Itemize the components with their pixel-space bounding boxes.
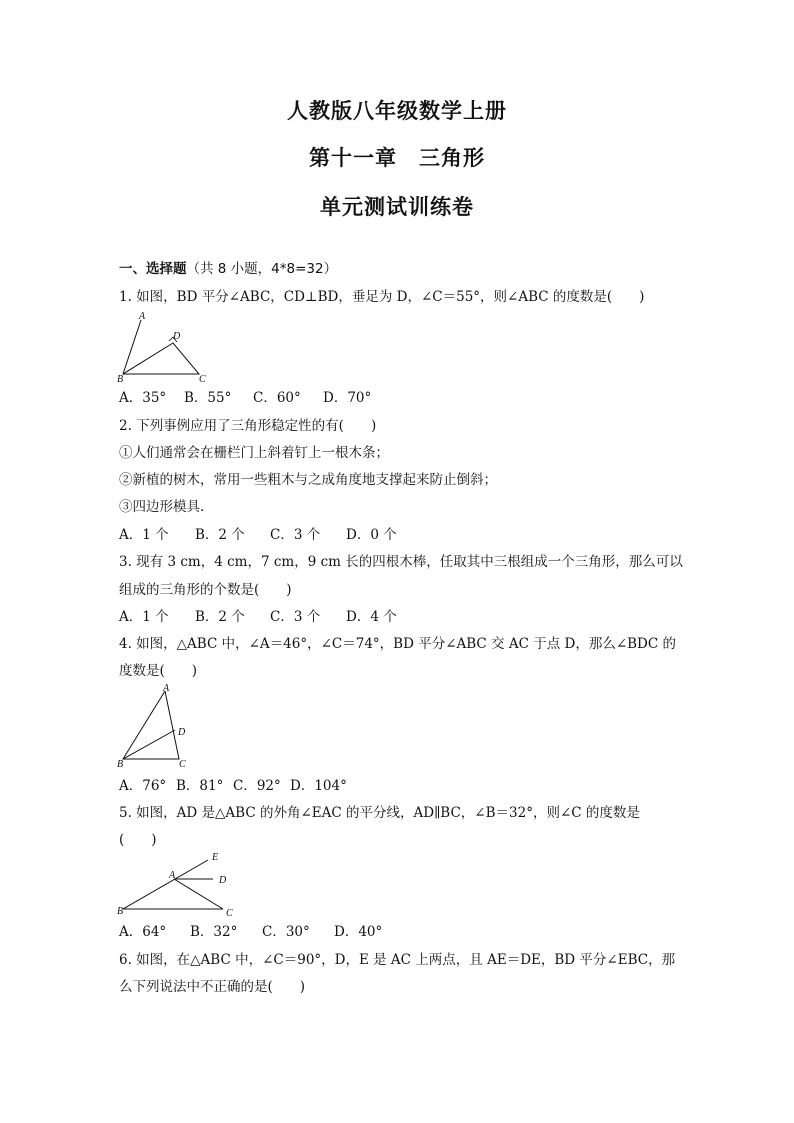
q5-label-d: D <box>219 875 227 886</box>
choice-d: D．4 个 <box>346 609 397 625</box>
q4-label-c: C <box>179 759 186 770</box>
choice-c: C．30° <box>262 924 310 940</box>
question-1-choices <box>119 388 371 408</box>
choice-b: B．2 个 <box>195 609 245 625</box>
choice-d: D．0 个 <box>346 527 397 543</box>
section-heading <box>119 259 337 279</box>
question-2-text: 2. 下列事例应用了三角形稳定性的有( ) <box>119 418 377 434</box>
choice-d: D．70° <box>323 390 372 406</box>
q5-label-e: E <box>212 852 219 863</box>
q5-label-a: A <box>169 870 176 881</box>
question-4-figure <box>115 683 200 771</box>
question-5-text-line-2: ( ) <box>119 832 157 848</box>
chapter-title: 第十一章 三角形 <box>309 146 485 170</box>
question-1-figure <box>115 312 210 384</box>
q1-triangle-lines <box>123 320 199 374</box>
choice-b: B．81° <box>176 778 224 794</box>
choice-b: B．55° <box>184 390 232 406</box>
q4-bisector-line <box>123 730 175 759</box>
section-note: （共 8 小题，4*8=32） <box>186 261 338 277</box>
choice-a: A．64° <box>119 924 167 940</box>
choice-c: C．3 个 <box>270 527 321 543</box>
choice-d: D．40° <box>334 924 383 940</box>
question-2-item-1: ①人们通常会在栅栏门上斜着钉上一根木条； <box>119 445 389 461</box>
q5-line-be <box>123 860 208 909</box>
document-title: 人教版八年级数学上册 <box>287 99 507 123</box>
choice-a: A．76° <box>119 778 167 794</box>
question-2-choices <box>119 525 397 545</box>
question-2-item-3: ③四边形模具. <box>119 499 205 515</box>
choice-c: C．3 个 <box>270 609 321 625</box>
choice-a: A．35° <box>119 390 167 406</box>
question-2-item-2: ②新植的树木，常用一些粗木与之成角度地支撑起来防止倒斜； <box>119 472 497 488</box>
question-4-text-line-2: 度数是( ) <box>119 663 198 679</box>
choice-d: D．104° <box>290 778 347 794</box>
q1-label-d: D <box>173 331 181 342</box>
question-5-choices <box>119 922 382 942</box>
choice-a: A．1 个 <box>119 527 169 543</box>
choice-b: B．32° <box>190 924 238 940</box>
q4-triangle-lines <box>123 691 179 759</box>
choice-c: C．92° <box>233 778 281 794</box>
q4-label-d: D <box>178 727 186 738</box>
q5-line-ac <box>174 879 223 909</box>
q1-label-c: C <box>199 374 206 385</box>
question-6-text-line-2: 么下列说法中不正确的是( ) <box>119 979 306 995</box>
question-6-text-line-1: 6. 如图，在△ABC 中，∠C＝90°，D，E 是 AC 上两点，且 AE＝DE，BD 平分∠EBC，那 <box>119 952 676 968</box>
q1-label-a: A <box>139 311 146 322</box>
q5-label-b: B <box>117 906 124 917</box>
q5-label-c: C <box>226 908 233 919</box>
question-1-text: 1. 如图，BD 平分∠ABC，CD⊥BD，垂足为 D，∠C＝55°，则∠ABC 的度数是( ) <box>119 289 645 305</box>
question-4-text-line-1: 4. 如图，△ABC 中，∠A＝46°，∠C＝74°，BD 平分∠ABC 交 AC 于点 D，那么∠BDC 的 <box>119 636 676 652</box>
question-3-text-line-2: 组成的三角形的个数是( ) <box>119 582 292 598</box>
q1-label-b: B <box>117 374 124 385</box>
question-3-text-line-1: 3. 现有 3 cm，4 cm，7 cm，9 cm 长的四根木棒，任取其中三根组成一个三角形，那么可以 <box>119 554 683 570</box>
choice-c: C．60° <box>253 390 301 406</box>
question-5-figure <box>115 850 240 920</box>
question-3-choices <box>119 607 397 627</box>
question-4-choices <box>119 776 347 796</box>
choice-b: B．2 个 <box>195 527 245 543</box>
section-label: 一、选择题 <box>119 261 187 277</box>
choice-a: A．1 个 <box>119 609 169 625</box>
question-5-text-line-1: 5. 如图，AD 是△ABC 的外角∠EAC 的平分线，AD∥BC，∠B＝32°，则∠C 的度数是 <box>119 805 640 821</box>
q4-label-a: A <box>163 683 170 694</box>
q4-label-b: B <box>117 759 124 770</box>
test-title: 单元测试训练卷 <box>320 195 474 219</box>
